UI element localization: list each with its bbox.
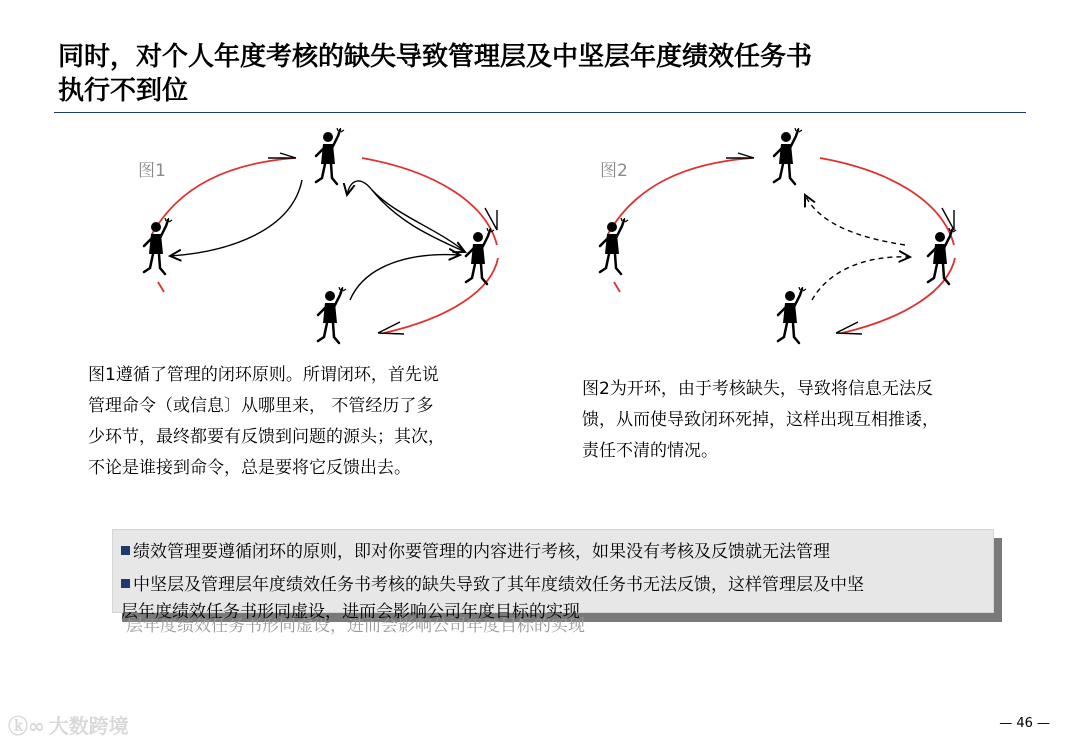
figure1-desc-line: 不论是谁接到命令，总是要将它反馈出去。 [88, 458, 411, 478]
figure2-diagram [600, 127, 956, 343]
figure1-description [88, 360, 508, 484]
figure1-diagram [144, 127, 498, 343]
fig1-person-right [466, 227, 494, 284]
figure1-desc-line: 少环节，最终都要有反馈到问题的源头；其次， [88, 427, 445, 447]
figure1-desc-line: 管理命令（或信息〕从哪里来， 不管经历了多 [88, 396, 434, 416]
fig2-person-bottom [778, 286, 806, 343]
figure2-label: 图2 [600, 161, 628, 181]
summary-bullet-1 [121, 536, 983, 569]
figure2-description [582, 374, 1002, 467]
fig2-arc-bottom-right [842, 258, 955, 333]
summary-bullet-2-text-line1: 中坚层及管理层年度绩效任务书考核的缺失导致了其年度绩效任务书无法反馈，这样管理层及中坚 [133, 575, 864, 595]
fig1-person-bottom [318, 286, 346, 343]
fig2-arc-top-right [820, 158, 954, 245]
fig1-arrow-up-right [350, 255, 460, 300]
fig1-arc-top-left [152, 158, 295, 234]
fig2-dashed-arrow-right [812, 257, 910, 300]
figure2-desc-line: 图2为开环，由于考核缺失，导致将信息无法反 [582, 379, 933, 399]
figure2-desc-line: 馈，从而使导致闭环死掉，这样出现互相推诿， [582, 410, 939, 430]
title-line-1: 同时，对个人年度考核的缺失导致管理层及中坚层年度绩效任务书 [58, 42, 813, 72]
fig2-person-right [928, 227, 956, 284]
summary-bullet-2-text-line2: 层年度绩效任务书形同虚设，进而会影响公司年度目标的实现 [121, 602, 580, 622]
watermark-logo-icon: ⓚ∞ [8, 714, 45, 738]
figure1-label: 图1 [138, 161, 166, 181]
fig1-person-top [316, 127, 344, 184]
fig2-person-left [600, 217, 628, 274]
summary-ghost-text: 层年度绩效任务书形同虚设，进而会影响公司年度目标的实现 [126, 616, 585, 636]
summary-bullet-1-text: 绩效管理要遵循闭环的原则，即对你要管理的内容进行考核，如果没有考核及反馈就无法管理 [133, 542, 830, 562]
square-bullet-icon [121, 579, 130, 588]
figure2-desc-line: 责任不清的情况。 [582, 441, 718, 461]
fig2-dashed-arrow-top [805, 195, 905, 245]
square-bullet-icon [121, 546, 130, 555]
watermark-text: 大数跨境 [48, 714, 129, 738]
summary-box [112, 529, 994, 622]
fig2-arc-top-left [608, 158, 752, 234]
fig1-person-left [144, 217, 172, 274]
page-number: — 46 — [999, 716, 1050, 731]
fig1-arrow-feedback-top [347, 181, 465, 252]
watermark [8, 710, 129, 739]
fig1-arrow-command-right [372, 190, 465, 252]
title-line-2: 执行不到位 [58, 76, 189, 106]
figure1-desc-line: 图1遵循了管理的闭环原则。所谓闭环，首先说 [88, 365, 439, 385]
fig2-person-top [774, 127, 802, 184]
